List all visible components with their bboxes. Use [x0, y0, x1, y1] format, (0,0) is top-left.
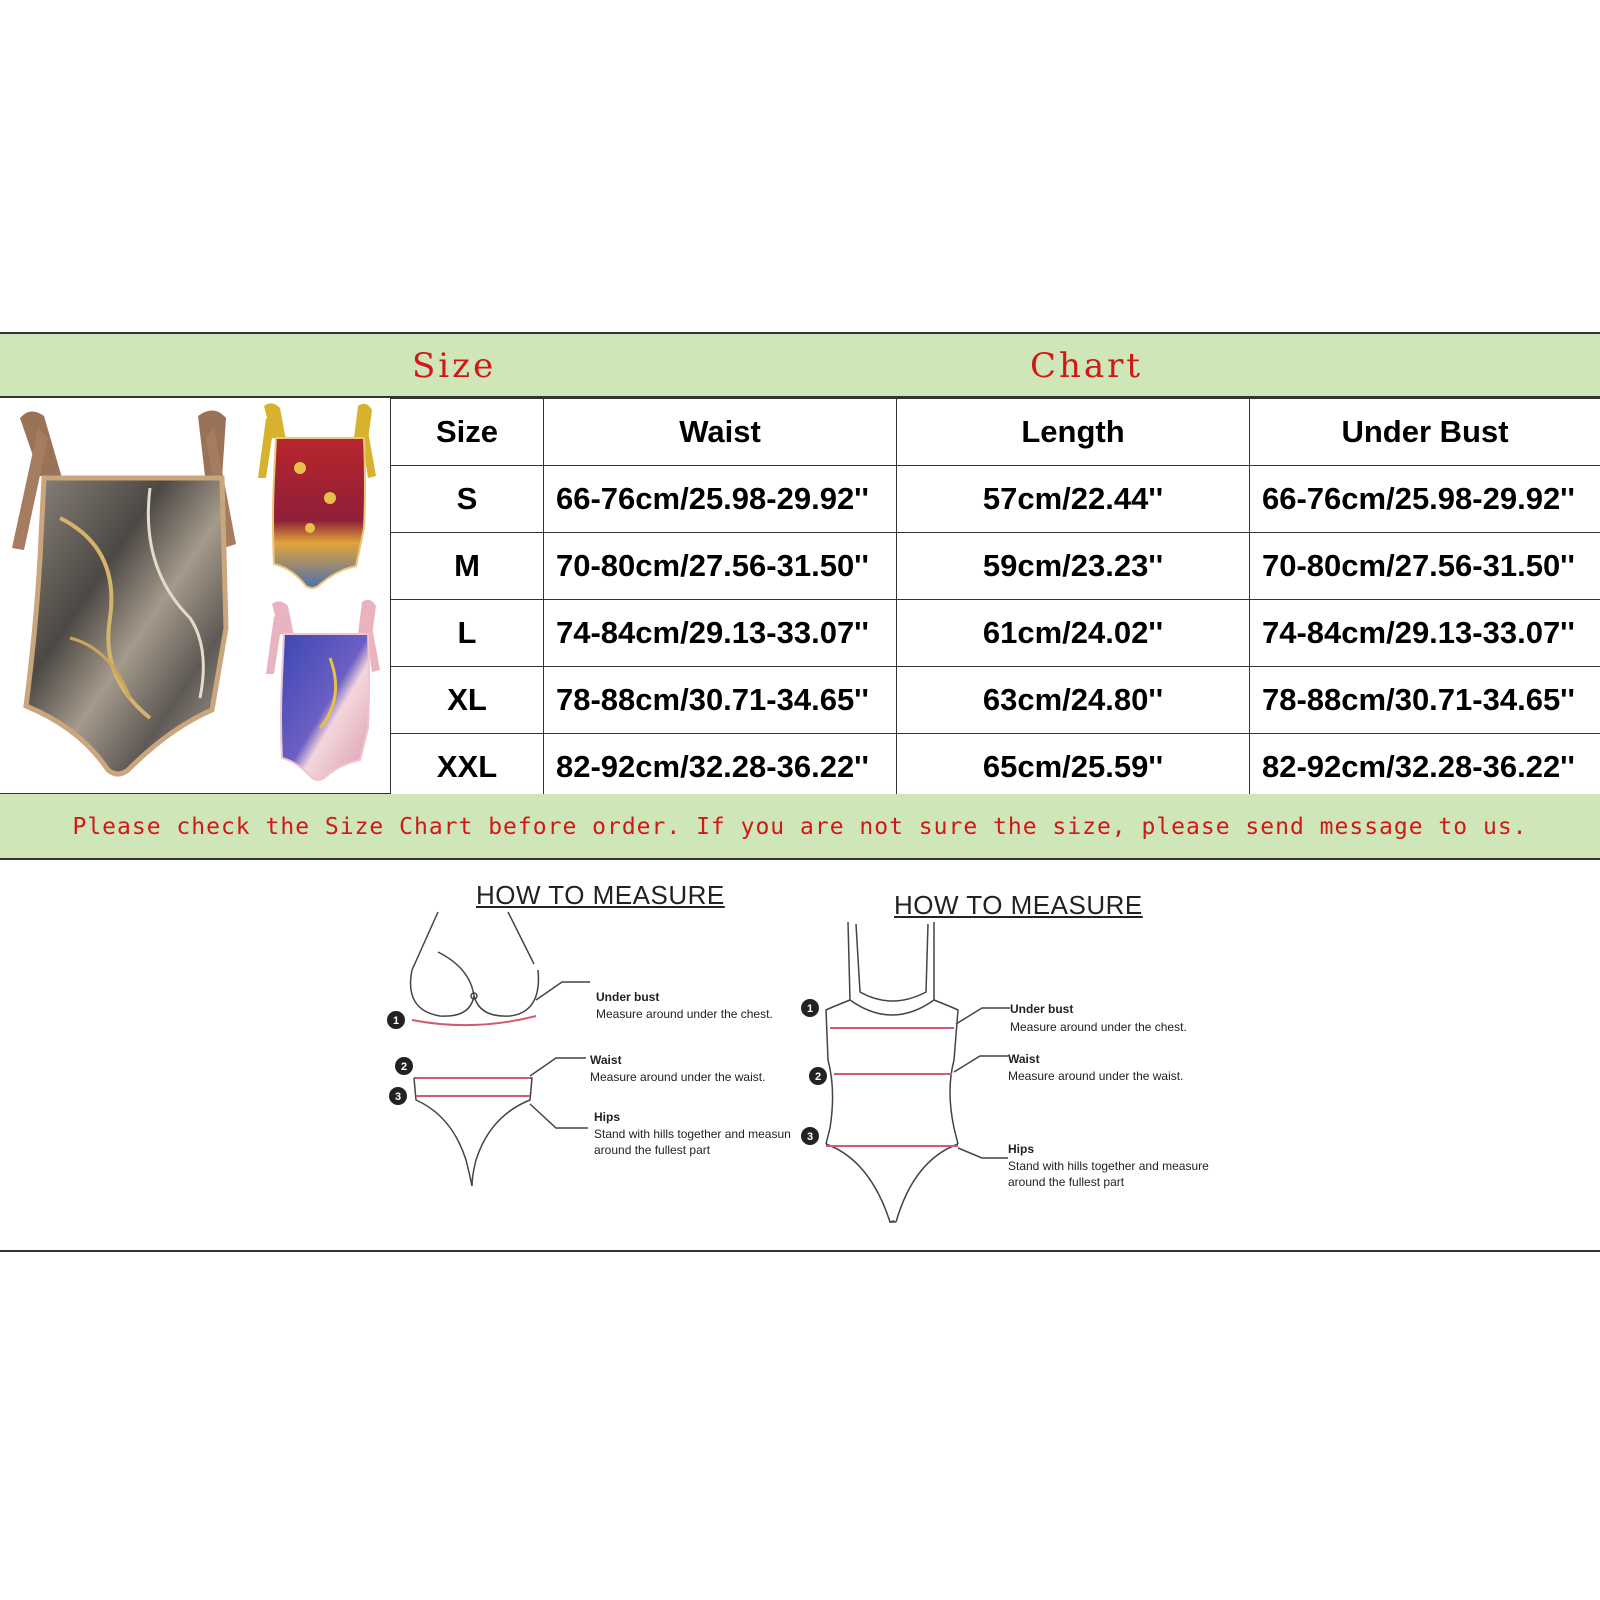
measure-diagrams [0, 860, 1600, 1252]
length-cell: 61cm/24.02'' [897, 600, 1250, 667]
size-cell: XL [391, 667, 544, 734]
onepiece-underbust-desc: Measure around under the chest. [1010, 1020, 1187, 1034]
swimsuit-purple-icon [266, 600, 380, 780]
under-bust-cell: 70-80cm/27.56-31.50'' [1250, 533, 1600, 600]
marker-onepiece-2: 2 [814, 1071, 822, 1083]
col-header-under-bust: Under Bust [1250, 399, 1600, 466]
bikini-hips-title: Hips [594, 1110, 621, 1124]
measure-title-bikini: HOW TO MEASURE [476, 880, 725, 910]
onepiece-waist-title: Waist [1008, 1052, 1040, 1066]
waist-cell: 78-88cm/30.71-34.65'' [544, 667, 897, 734]
size-cell: XXL [391, 734, 544, 801]
table-row [391, 667, 1600, 734]
table-row [391, 533, 1600, 600]
measure-title-onepiece: HOW TO MEASURE [894, 890, 1143, 920]
how-to-measure-section [0, 860, 1600, 1252]
marker-bikini-2: 2 [400, 1061, 408, 1073]
onepiece-diagram-icon [826, 922, 1010, 1222]
product-main-image [0, 398, 390, 794]
size-table [390, 398, 1600, 801]
bikini-hips-desc-1: Stand with hills together and measun [594, 1127, 791, 1141]
under-bust-cell: 74-84cm/29.13-33.07'' [1250, 600, 1600, 667]
waist-cell: 74-84cm/29.13-33.07'' [544, 600, 897, 667]
col-header-length: Length [897, 399, 1250, 466]
col-header-size: Size [391, 399, 544, 466]
table-row [391, 466, 1600, 533]
marker-bikini-3: 3 [394, 1091, 402, 1103]
title-band [0, 332, 1600, 398]
waist-cell: 70-80cm/27.56-31.50'' [544, 533, 897, 600]
swimsuit-red-icon [258, 403, 376, 588]
bikini-underbust-title: Under bust [596, 990, 660, 1004]
bikini-diagram-icon [411, 912, 590, 1186]
length-cell: 65cm/25.59'' [897, 734, 1250, 801]
product-images [0, 398, 390, 794]
length-cell: 57cm/22.44'' [897, 466, 1250, 533]
order-note: Please check the Size Chart before order. If you are not sure the size, please send message to us. [72, 814, 1528, 840]
length-cell: 63cm/24.80'' [897, 667, 1250, 734]
bikini-waist-desc: Measure around under the waist. [590, 1070, 766, 1084]
onepiece-hips-title: Hips [1008, 1142, 1035, 1156]
note-band [0, 794, 1600, 860]
marker-bikini-1: 1 [392, 1015, 400, 1027]
size-cell: L [391, 600, 544, 667]
waist-cell: 82-92cm/32.28-36.22'' [544, 734, 897, 801]
title-chart: Chart [1030, 346, 1144, 386]
onepiece-hips-desc-1: Stand with hills together and measure [1008, 1159, 1209, 1173]
marker-onepiece-3: 3 [806, 1131, 814, 1143]
table-row [391, 600, 1600, 667]
size-cell: M [391, 533, 544, 600]
title-size: Size [412, 346, 497, 386]
table-row [391, 734, 1600, 801]
size-cell: S [391, 466, 544, 533]
onepiece-underbust-title: Under bust [1010, 1002, 1074, 1016]
waist-cell: 66-76cm/25.98-29.92'' [544, 466, 897, 533]
under-bust-cell: 78-88cm/30.71-34.65'' [1250, 667, 1600, 734]
swimsuit-main-icon [12, 410, 236, 774]
onepiece-waist-desc: Measure around under the waist. [1008, 1069, 1184, 1083]
length-cell: 59cm/23.23'' [897, 533, 1250, 600]
marker-onepiece-1: 1 [806, 1003, 814, 1015]
bikini-hips-desc-2: around the fullest part [594, 1143, 711, 1157]
under-bust-cell: 66-76cm/25.98-29.92'' [1250, 466, 1600, 533]
under-bust-cell: 82-92cm/32.28-36.22'' [1250, 734, 1600, 801]
bikini-underbust-desc: Measure around under the chest. [596, 1007, 773, 1021]
col-header-waist: Waist [544, 399, 897, 466]
onepiece-hips-desc-2: around the fullest part [1008, 1175, 1125, 1189]
bikini-waist-title: Waist [590, 1053, 622, 1067]
table-header-row [391, 399, 1600, 466]
